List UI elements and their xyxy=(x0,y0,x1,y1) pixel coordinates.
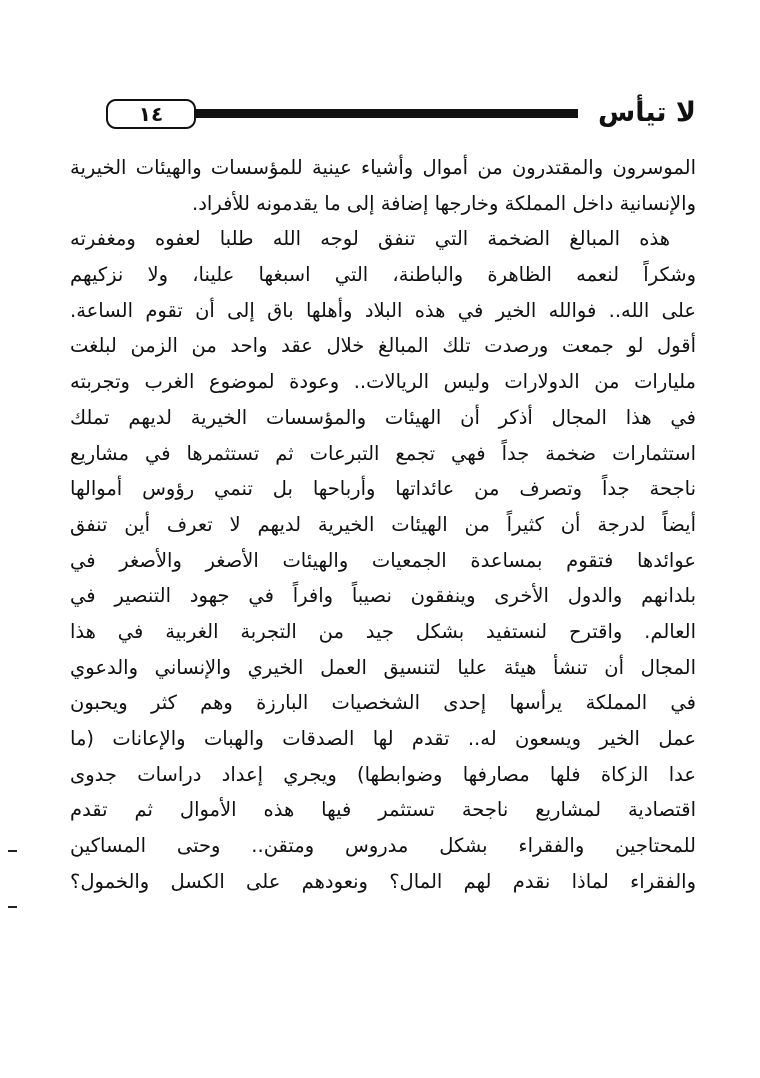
text-line: والإنسانية داخل المملكة وخارجها إضافة إلى ما يقدمونه للأفراد. xyxy=(192,191,696,215)
scan-margin-mark xyxy=(8,850,17,852)
text-line: أقول لو جمعت ورصدت تلك المبالغ خلال عقد واحد من الزمن لبلغت xyxy=(70,334,696,358)
text-line: الموسرون والمقتدرون من أموال وأشياء عينية للمؤسسات والهيئات الخيرية xyxy=(70,156,696,179)
text-line: استثمارات ضخمة جداً فهي تجمع التبرعات ثم تستثمرها في مشاريع xyxy=(70,441,696,465)
text-line: العالم. واقترح لنستفيد بشكل جيد من التجربة الغربية في هذا xyxy=(70,619,696,643)
running-title: لا تيأس xyxy=(597,97,696,128)
text-line: عدا الزكاة فلها مصارفها وضوابطها) ويجري إعداد دراسات جدوى xyxy=(70,762,696,786)
text-line: عمل الخير ويسعون له.. تقدم لها الصدقات والهبات والإعانات (ما xyxy=(70,727,696,750)
header-rule xyxy=(196,109,578,118)
text-line: بلدانهم والدول الأخرى وينفقون نصيباً وافراً في جهود التنصير في xyxy=(70,584,696,608)
text-line: في هذا المجال أذكر أن الهيئات والمؤسسات الخيرية لديهم تملك xyxy=(70,405,696,429)
text-line: أيضاً لدرجة أن كثيراً من الهيئات الخيرية لديهم لا تعرف أين تنفق xyxy=(70,512,696,536)
text-line: والفقراء لماذا نقدم لهم المال؟ ونعودهم على الكسل والخمول؟ xyxy=(70,869,696,893)
text-line: وشكراً لنعمه الظاهرة والباطنة، التي اسبغها علينا، ولا نزكيهم xyxy=(70,263,696,287)
text-line: على الله.. فوالله الخير في هذه البلاد وأهلها باق إلى أن تقوم الساعة. xyxy=(70,298,696,322)
page-number: ١٤ xyxy=(106,99,196,129)
page-header xyxy=(68,96,696,140)
text-line: للمحتاجين والفقراء بشكل مدروس ومتقن.. وحتى المساكين xyxy=(70,834,696,858)
text-line: عوائدها فتقوم بمساعدة الجمعيات والهيئات الأصغر والأصغر في xyxy=(70,548,696,572)
body-text xyxy=(70,150,696,899)
scan-margin-mark xyxy=(8,906,17,908)
text-line: مليارات من الدولارات وليس الريالات.. وعودة لموضوع الغرب وتجربته xyxy=(70,370,696,394)
text-line: المجال أن تنشأ هيئة عليا لتنسيق العمل الخيري والإنساني والدعوي xyxy=(70,655,696,679)
text-line: ناجحة جداً وتصرف من عائداتها وأرباحها بل تنمي رؤوس أموالها xyxy=(70,477,696,501)
text-line: هذه المبالغ الضخمة التي تنفق لوجه الله طلبا لعفوه ومغفرته xyxy=(70,227,670,251)
text-line: اقتصادية لمشاريع ناجحة تستثمر فيها هذه الأموال ثم تقدم xyxy=(70,798,696,822)
text-line: في المملكة يرأسها إحدى الشخصيات البارزة وهم كثر ويحبون xyxy=(70,691,696,715)
